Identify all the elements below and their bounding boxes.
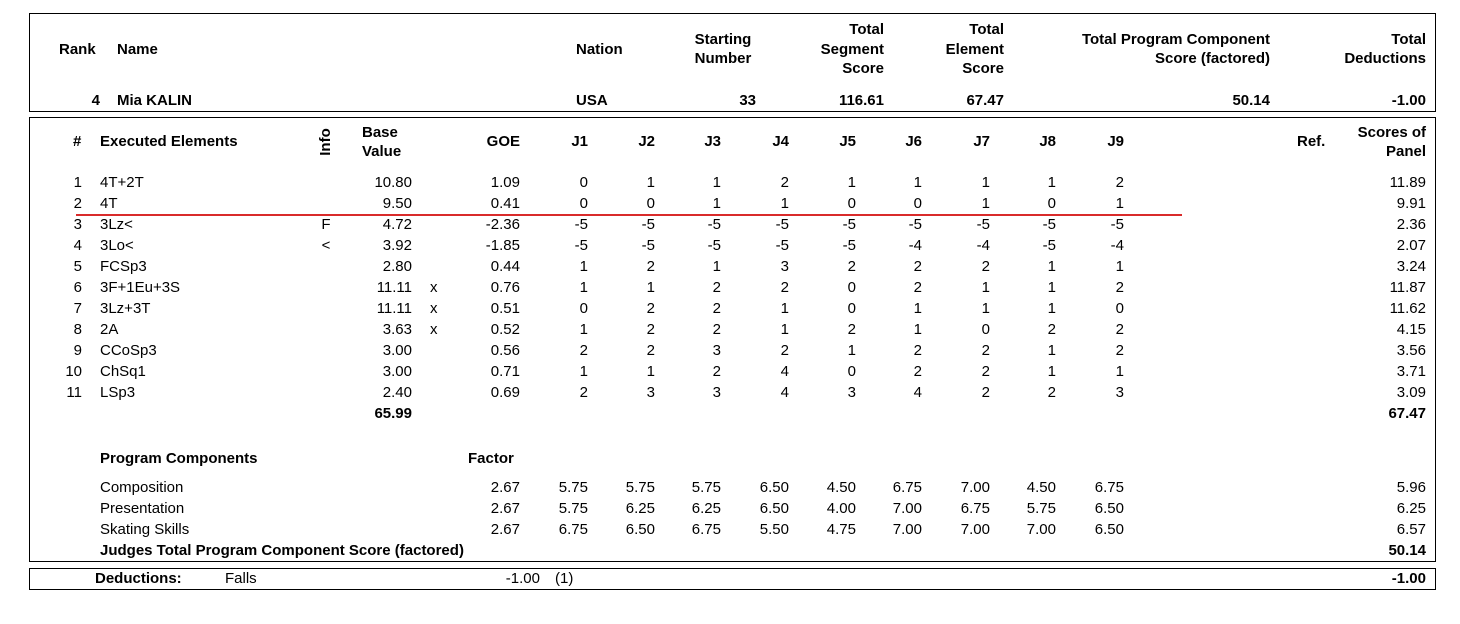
element-judge-score: 2: [847, 321, 856, 338]
tss-label-3: Score: [842, 60, 884, 77]
element-panel-score: 3.71: [1396, 363, 1426, 380]
element-judge-score: 2: [579, 384, 588, 401]
goe-header: GOE: [486, 133, 520, 150]
component-judge-score: 4.75: [826, 521, 856, 538]
element-base-value: 10.80: [374, 174, 412, 191]
element-judge-score: 0: [847, 363, 856, 380]
element-name: 3Lo<: [100, 237, 134, 254]
element-judge-score: 1: [1047, 342, 1056, 359]
element-panel-score: 3.09: [1396, 384, 1426, 401]
base-value-header-2: Value: [362, 143, 402, 160]
element-goe: 0.52: [490, 321, 520, 338]
element-name: 2A: [100, 321, 119, 338]
deductions-label-2: Deductions: [1344, 50, 1426, 67]
element-name: 3Lz+3T: [100, 300, 151, 317]
component-judge-score: 6.75: [1094, 479, 1124, 496]
element-judge-score: 2: [646, 300, 655, 317]
element-base-value: 11.11: [376, 279, 412, 296]
component-judge-score: 5.75: [558, 500, 588, 517]
scores-of-panel-header-1: Scores of: [1357, 124, 1426, 141]
component-judge-score: 5.50: [759, 521, 789, 538]
pcs-label-2: Score (factored): [1154, 50, 1270, 67]
element-info: F: [321, 216, 331, 233]
element-judge-score: 1: [981, 300, 990, 317]
skater-nation: USA: [576, 92, 608, 109]
element-judge-score: 2: [780, 342, 789, 359]
skater-rank: 4: [91, 92, 100, 109]
component-judge-score: 6.75: [558, 521, 588, 538]
component-judge-score: 6.75: [691, 521, 721, 538]
program-components-title: Program Components: [100, 450, 258, 467]
component-judge-score: 5.75: [691, 479, 721, 496]
component-panel-score: 6.57: [1396, 521, 1426, 538]
element-judge-score: 1: [981, 195, 990, 212]
component-judge-score: 7.00: [1026, 521, 1056, 538]
element-judge-score: 1: [780, 321, 789, 338]
element-name: LSp3: [100, 384, 136, 401]
element-judge-score: 4: [780, 384, 789, 401]
element-judge-score: 2: [780, 174, 789, 191]
element-judge-score: 2: [1047, 321, 1056, 338]
tes-label-3: Score: [962, 60, 1004, 77]
element-number: 7: [73, 300, 82, 317]
element-judge-score: 1: [1047, 363, 1056, 380]
component-judge-score: 6.50: [759, 500, 789, 517]
element-judge-score: 3: [712, 384, 721, 401]
deductions-value: -1.00: [505, 570, 540, 587]
component-judge-score: 4.00: [826, 500, 856, 517]
element-judge-score: 1: [981, 174, 990, 191]
element-judge-score: -4: [976, 237, 990, 254]
element-goe: -1.85: [485, 237, 520, 254]
element-judge-score: 2: [646, 258, 655, 275]
element-judge-score: 1: [579, 258, 588, 275]
component-factor: 2.67: [490, 479, 520, 496]
element-judge-score: 1: [1115, 195, 1124, 212]
element-judge-score: 1: [579, 279, 588, 296]
element-panel-score: 3.24: [1396, 258, 1426, 275]
starting-number-label-2: Number: [694, 50, 752, 67]
element-name: FCSp3: [100, 258, 147, 275]
element-panel-score: 2.36: [1396, 216, 1426, 233]
element-judge-score: 1: [579, 321, 588, 338]
element-judge-score: 0: [1115, 300, 1124, 317]
element-judge-score: 1: [579, 363, 588, 380]
element-judge-score: 2: [1047, 384, 1056, 401]
component-factor: 2.67: [490, 500, 520, 517]
element-judge-score: 1: [1047, 279, 1056, 296]
element-judge-score: -4: [908, 237, 922, 254]
element-judge-score: 1: [981, 279, 990, 296]
component-judge-score: 6.75: [960, 500, 990, 517]
element-judge-score: 1: [1047, 258, 1056, 275]
element-bonus-marker: x: [430, 321, 438, 338]
component-judge-score: 7.00: [960, 479, 990, 496]
element-judge-score: 2: [780, 279, 789, 296]
element-goe: 0.69: [490, 384, 520, 401]
element-name: ChSq1: [100, 363, 146, 380]
element-bonus-marker: x: [430, 300, 438, 317]
judge-header-7: J7: [973, 133, 990, 150]
element-goe: -2.36: [485, 216, 520, 233]
skater-name: Mia KALIN: [117, 92, 192, 109]
element-judge-score: 1: [712, 195, 721, 212]
element-judge-score: -5: [707, 237, 721, 254]
element-base-value: 9.50: [382, 195, 412, 212]
component-judge-score: 5.75: [625, 479, 655, 496]
component-judge-score: 7.00: [892, 500, 922, 517]
component-judge-score: 4.50: [826, 479, 856, 496]
scores-of-panel-header-2: Panel: [1385, 143, 1426, 160]
element-judge-score: 3: [1115, 384, 1124, 401]
element-judge-score: 1: [646, 363, 655, 380]
element-number: 2: [73, 195, 82, 212]
element-judge-score: 0: [579, 174, 588, 191]
element-judge-score: -4: [1110, 237, 1124, 254]
element-judge-score: 2: [913, 258, 922, 275]
element-judge-score: 2: [712, 321, 721, 338]
element-judge-score: 1: [1115, 258, 1124, 275]
element-judge-score: -5: [574, 237, 588, 254]
element-panel-score: 11.89: [1389, 174, 1426, 191]
element-number: 6: [73, 279, 82, 296]
judge-header-4: J4: [772, 133, 789, 150]
element-number: 10: [65, 363, 82, 380]
judge-header-9: J9: [1107, 133, 1124, 150]
component-factor: 2.67: [490, 521, 520, 538]
element-judge-score: -5: [1042, 216, 1056, 233]
element-judge-score: 3: [712, 342, 721, 359]
element-judge-score: 0: [579, 300, 588, 317]
judge-header-5: J5: [839, 133, 856, 150]
element-judge-score: -5: [641, 237, 655, 254]
element-judge-score: 2: [981, 258, 990, 275]
element-panel-score: 11.62: [1389, 300, 1426, 317]
element-judge-score: -5: [1110, 216, 1124, 233]
element-judge-score: 1: [913, 174, 922, 191]
element-goe: 0.41: [490, 195, 520, 212]
element-panel-score: 3.56: [1396, 342, 1426, 359]
component-judge-score: 6.50: [625, 521, 655, 538]
skater-tss: 116.61: [838, 92, 884, 109]
component-panel-score: 5.96: [1396, 479, 1426, 496]
element-judge-score: -5: [908, 216, 922, 233]
element-judge-score: 2: [712, 300, 721, 317]
element-bonus-marker: x: [430, 279, 438, 296]
panel-total: 67.47: [1388, 405, 1426, 422]
element-goe: 1.09: [490, 174, 520, 191]
element-judge-score: 1: [1047, 300, 1056, 317]
element-judge-score: 2: [847, 258, 856, 275]
tes-label-1: Total: [969, 21, 1004, 38]
element-base-value: 3.00: [382, 342, 412, 359]
element-base-value: 4.72: [382, 216, 412, 233]
element-base-value: 3.92: [382, 237, 412, 254]
element-judge-score: -5: [707, 216, 721, 233]
element-base-value: 3.00: [382, 363, 412, 380]
element-judge-score: 1: [712, 174, 721, 191]
element-name: 3Lz<: [100, 216, 133, 233]
element-base-value: 2.80: [382, 258, 412, 275]
base-value-header-1: Base: [362, 124, 398, 141]
executed-elements-header: Executed Elements: [100, 133, 238, 150]
element-goe: 0.56: [490, 342, 520, 359]
element-judge-score: 1: [646, 279, 655, 296]
element-goe: 0.44: [490, 258, 520, 275]
component-panel-score: 6.25: [1396, 500, 1426, 517]
element-number: 3: [73, 216, 82, 233]
ref-header: Ref.: [1297, 133, 1326, 150]
element-number: 4: [73, 237, 82, 254]
element-judge-score: -5: [775, 216, 789, 233]
element-judge-score: 1: [847, 174, 856, 191]
element-goe: 0.51: [490, 300, 520, 317]
starting-number-label-1: Starting: [694, 31, 752, 48]
element-judge-score: -5: [842, 216, 856, 233]
element-judge-score: -5: [976, 216, 990, 233]
judge-header-6: J6: [905, 133, 922, 150]
element-panel-score: 9.91: [1396, 195, 1426, 212]
judge-header-3: J3: [704, 133, 721, 150]
component-judge-score: 6.50: [759, 479, 789, 496]
judge-header-1: J1: [571, 133, 588, 150]
component-judge-score: 7.00: [892, 521, 922, 538]
element-number: 8: [73, 321, 82, 338]
judge-header-8: J8: [1039, 133, 1056, 150]
pcs-label-1: Total Program Component: [1081, 31, 1270, 48]
component-judge-score: 6.50: [1094, 500, 1124, 517]
skater-starting-number: 33: [739, 92, 756, 109]
element-number: 5: [73, 258, 82, 275]
pcs-total-label: Judges Total Program Component Score (factored): [100, 542, 464, 559]
element-judge-score: 1: [913, 300, 922, 317]
deductions-label-1: Total: [1391, 31, 1426, 48]
element-base-value: 2.40: [382, 384, 412, 401]
element-judge-score: -5: [574, 216, 588, 233]
element-name: 4T+2T: [100, 174, 144, 191]
element-judge-score: 3: [646, 384, 655, 401]
element-judge-score: 0: [646, 195, 655, 212]
element-judge-score: 2: [646, 321, 655, 338]
element-judge-score: 2: [1115, 279, 1124, 296]
element-judge-score: 1: [1115, 363, 1124, 380]
element-judge-score: 2: [981, 384, 990, 401]
element-judge-score: 2: [1115, 174, 1124, 191]
component-judge-score: 5.75: [558, 479, 588, 496]
rank-label: Rank: [59, 41, 96, 58]
element-judge-score: 2: [712, 363, 721, 380]
factor-header: Factor: [468, 450, 514, 467]
element-name: 3F+1Eu+3S: [100, 279, 181, 296]
element-judge-score: -5: [842, 237, 856, 254]
component-name: Composition: [100, 479, 184, 496]
component-name: Presentation: [100, 500, 185, 517]
element-goe: 0.71: [490, 363, 520, 380]
component-judge-score: 5.75: [1026, 500, 1056, 517]
skater-pcs: 50.14: [1232, 92, 1270, 109]
component-judge-score: 7.00: [960, 521, 990, 538]
tes-label-2: Element: [945, 41, 1004, 58]
element-base-value: 11.11: [376, 300, 412, 317]
component-judge-score: 4.50: [1026, 479, 1056, 496]
element-judge-score: 1: [780, 195, 789, 212]
deductions-label: Deductions:: [95, 570, 182, 587]
info-header: Info: [317, 128, 334, 156]
pcs-total-value: 50.14: [1388, 542, 1426, 559]
component-name: Skating Skills: [100, 521, 190, 538]
element-number: 11: [66, 384, 82, 401]
element-name: 4T: [100, 195, 118, 212]
element-judge-score: 2: [1115, 342, 1124, 359]
element-judge-score: 1: [780, 300, 789, 317]
element-judge-score: 1: [847, 342, 856, 359]
element-panel-score: 4.15: [1396, 321, 1426, 338]
element-judge-score: 2: [913, 363, 922, 380]
element-goe: 0.76: [490, 279, 520, 296]
element-num-header: #: [73, 133, 82, 150]
element-judge-score: 2: [913, 279, 922, 296]
element-judge-score: 4: [780, 363, 789, 380]
element-judge-score: 0: [847, 195, 856, 212]
element-judge-score: -5: [641, 216, 655, 233]
element-judge-score: -5: [1042, 237, 1056, 254]
element-judge-score: 2: [1115, 321, 1124, 338]
highlight-line: [76, 214, 1182, 216]
element-panel-score: 11.87: [1389, 279, 1426, 296]
element-judge-score: 0: [981, 321, 990, 338]
element-judge-score: 2: [981, 363, 990, 380]
element-panel-score: 2.07: [1396, 237, 1426, 254]
judge-header-2: J2: [638, 133, 655, 150]
tss-label-2: Segment: [820, 41, 884, 58]
elements-box: [29, 117, 1436, 562]
base-value-total: 65.99: [374, 405, 412, 422]
component-judge-score: 6.25: [625, 500, 655, 517]
deductions-total: -1.00: [1391, 570, 1426, 587]
element-judge-score: 4: [913, 384, 922, 401]
element-judge-score: -5: [775, 237, 789, 254]
component-judge-score: 6.75: [892, 479, 922, 496]
element-judge-score: 2: [579, 342, 588, 359]
nation-label: Nation: [576, 41, 623, 58]
element-judge-score: 1: [913, 321, 922, 338]
element-base-value: 3.63: [382, 321, 412, 338]
element-judge-score: 1: [646, 174, 655, 191]
element-judge-score: 3: [847, 384, 856, 401]
element-judge-score: 0: [1047, 195, 1056, 212]
element-judge-score: 1: [712, 258, 721, 275]
component-judge-score: 6.50: [1094, 521, 1124, 538]
element-judge-score: 0: [913, 195, 922, 212]
element-judge-score: 0: [847, 300, 856, 317]
element-name: CCoSp3: [100, 342, 157, 359]
element-judge-score: 2: [913, 342, 922, 359]
element-judge-score: 0: [847, 279, 856, 296]
deductions-type: Falls: [225, 570, 257, 587]
element-judge-score: 3: [780, 258, 789, 275]
element-number: 1: [73, 174, 82, 191]
name-label: Name: [117, 41, 158, 58]
element-info: <: [321, 237, 331, 254]
deductions-count: (1): [555, 570, 574, 587]
skater-tes: 67.47: [966, 92, 1004, 109]
element-judge-score: 2: [981, 342, 990, 359]
element-judge-score: 0: [579, 195, 588, 212]
element-judge-score: 1: [1047, 174, 1056, 191]
skater-deductions: -1.00: [1391, 92, 1426, 109]
element-judge-score: 2: [712, 279, 721, 296]
element-judge-score: 2: [646, 342, 655, 359]
tss-label-1: Total: [849, 21, 884, 38]
element-number: 9: [73, 342, 82, 359]
component-judge-score: 6.25: [691, 500, 721, 517]
